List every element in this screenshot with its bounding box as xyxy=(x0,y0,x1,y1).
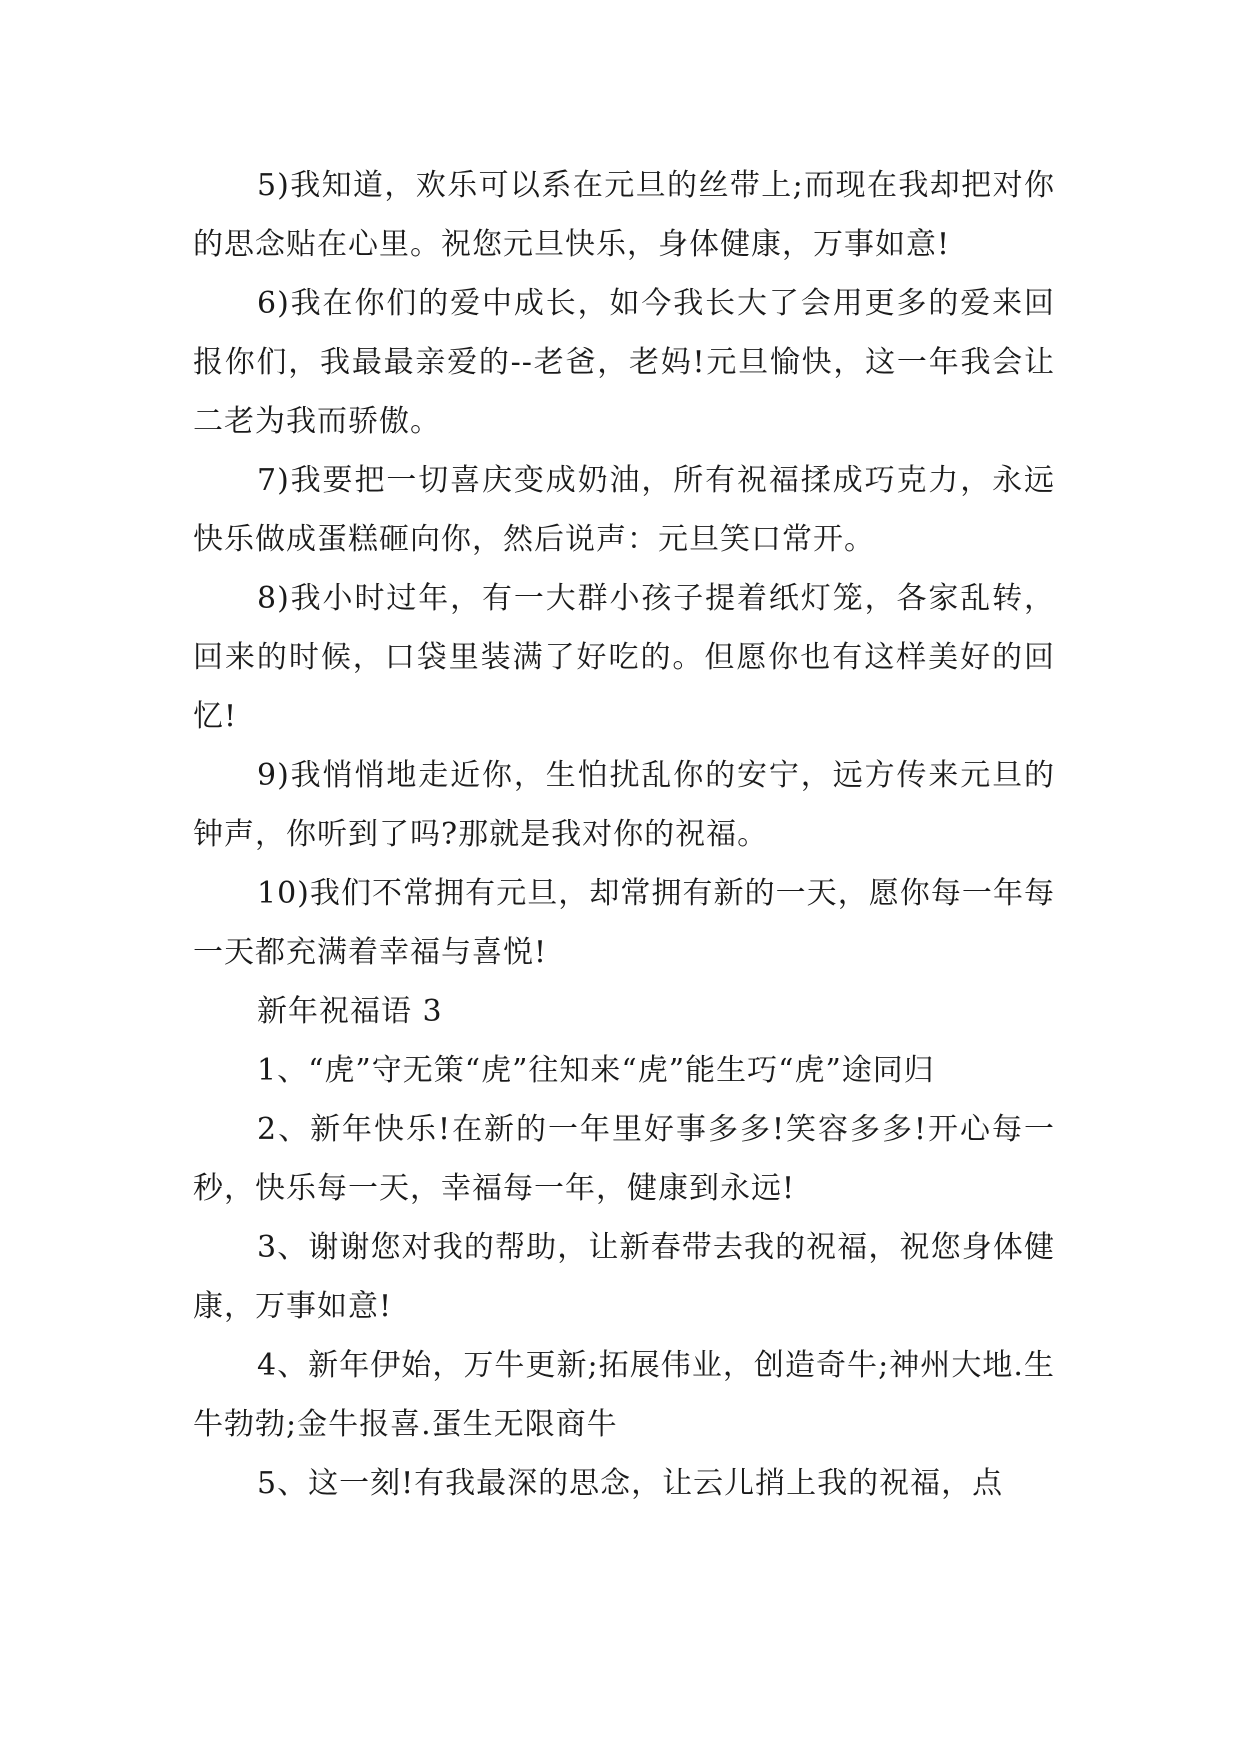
paragraph-7: 7)我要把一切喜庆变成奶油，所有祝福揉成巧克力，永远快乐做成蛋糕砸向你，然后说声：元旦笑口常开。 xyxy=(193,463,1055,557)
paragraph-10: 10)我们不常拥有元旦，却常拥有新的一天，愿你每一年每一天都充满着幸福与喜悦! xyxy=(193,876,1055,970)
paragraph-5: 5)我知道，欢乐可以系在元旦的丝带上;而现在我却把对你的思念贴在心里。祝您元旦快乐，身体健康，万事如意! xyxy=(193,168,1055,262)
greeting-item-3: 3、谢谢您对我的帮助，让新春带去我的祝福，祝您身体健康，万事如意! xyxy=(193,1230,1055,1324)
paragraph-9: 9)我悄悄地走近你，生怕扰乱你的安宁，远方传来元旦的钟声，你听到了吗?那就是我对你的祝福。 xyxy=(193,758,1055,852)
greeting-item-2: 2、新年快乐!在新的一年里好事多多!笑容多多!开心每一秒，快乐每一天，幸福每一年，健康到永远! xyxy=(193,1112,1055,1206)
greeting-item-1: 1、“虎”守无策“虎”往知来“虎”能生巧“虎”途同归 xyxy=(257,1053,935,1088)
document-body xyxy=(193,156,1055,1513)
paragraph-8: 8)我小时过年，有一大群小孩子提着纸灯笼，各家乱转，回来的时候，口袋里装满了好吃的。但愿你也有这样美好的回忆! xyxy=(193,581,1055,734)
section-heading: 新年祝福语 3 xyxy=(257,994,443,1029)
greeting-item-5: 5、这一刻!有我最深的思念，让云儿捎上我的祝福，点 xyxy=(257,1466,1004,1501)
greeting-item-4: 4、新年伊始，万牛更新;拓展伟业，创造奇牛;神州大地.生牛勃勃;金牛报喜.蛋生无限商牛 xyxy=(193,1348,1055,1442)
paragraph-6: 6)我在你们的爱中成长，如今我长大了会用更多的爱来回报你们，我最最亲爱的--老爸，老妈!元旦愉快，这一年我会让二老为我而骄傲。 xyxy=(193,286,1055,439)
